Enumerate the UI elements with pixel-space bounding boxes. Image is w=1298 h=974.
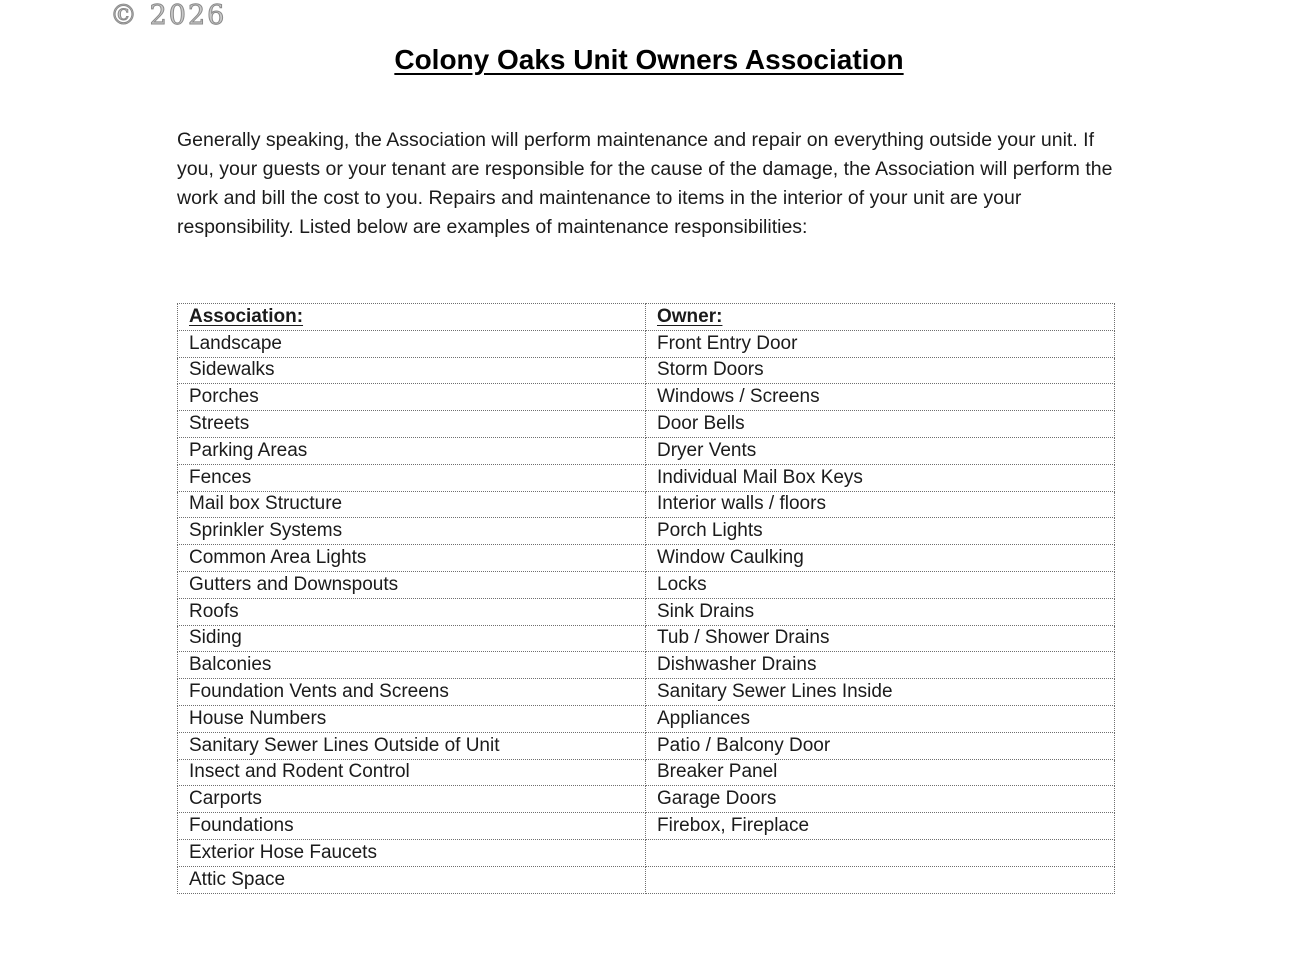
owner-cell: Appliances xyxy=(646,705,1115,732)
association-cell: Carports xyxy=(178,786,646,813)
owner-column-header-label: Owner: xyxy=(657,305,723,327)
table-row xyxy=(178,652,1115,679)
association-cell: Landscape xyxy=(178,330,646,357)
table-row xyxy=(178,518,1115,545)
owner-cell: Firebox, Fireplace xyxy=(646,813,1115,840)
association-column-header xyxy=(178,304,646,331)
owner-cell: Breaker Panel xyxy=(646,759,1115,786)
page-title: Colony Oaks Unit Owners Association xyxy=(394,44,904,75)
responsibility-table xyxy=(177,303,1115,894)
association-cell: Balconies xyxy=(178,652,646,679)
table-row xyxy=(178,625,1115,652)
association-cell: Sprinkler Systems xyxy=(178,518,646,545)
owner-cell: Storm Doors xyxy=(646,357,1115,384)
association-cell: Common Area Lights xyxy=(178,545,646,572)
table-row xyxy=(178,759,1115,786)
responsibility-table-body xyxy=(178,330,1115,893)
owner-cell: Patio / Balcony Door xyxy=(646,732,1115,759)
copyright-watermark: © 2026 xyxy=(110,0,227,31)
association-column-header-label: Association: xyxy=(189,305,304,327)
owner-cell: Dishwasher Drains xyxy=(646,652,1115,679)
table-row xyxy=(178,330,1115,357)
table-row xyxy=(178,384,1115,411)
table-row xyxy=(178,491,1115,518)
table-row xyxy=(178,598,1115,625)
association-cell: Roofs xyxy=(178,598,646,625)
table-row xyxy=(178,437,1115,464)
owner-cell: Dryer Vents xyxy=(646,437,1115,464)
table-row xyxy=(178,705,1115,732)
table-row xyxy=(178,786,1115,813)
owner-cell: Sanitary Sewer Lines Inside xyxy=(646,679,1115,706)
association-cell: Sidewalks xyxy=(178,357,646,384)
table-row xyxy=(178,679,1115,706)
owner-column-header xyxy=(646,304,1115,331)
table-header-row xyxy=(178,304,1115,331)
owner-cell xyxy=(646,866,1115,893)
association-cell: Streets xyxy=(178,411,646,438)
association-cell: Porches xyxy=(178,384,646,411)
table-row xyxy=(178,839,1115,866)
table-row xyxy=(178,571,1115,598)
association-cell: Exterior Hose Faucets xyxy=(178,839,646,866)
owner-cell: Front Entry Door xyxy=(646,330,1115,357)
owner-cell: Garage Doors xyxy=(646,786,1115,813)
association-cell: Siding xyxy=(178,625,646,652)
table-row xyxy=(178,732,1115,759)
association-cell: House Numbers xyxy=(178,705,646,732)
owner-cell: Individual Mail Box Keys xyxy=(646,464,1115,491)
owner-cell: Interior walls / floors xyxy=(646,491,1115,518)
table-row xyxy=(178,411,1115,438)
association-cell: Parking Areas xyxy=(178,437,646,464)
owner-cell xyxy=(646,839,1115,866)
association-cell: Mail box Structure xyxy=(178,491,646,518)
owner-cell: Window Caulking xyxy=(646,545,1115,572)
association-cell: Gutters and Downspouts xyxy=(178,571,646,598)
owner-cell: Sink Drains xyxy=(646,598,1115,625)
table-row xyxy=(178,464,1115,491)
table-row xyxy=(178,866,1115,893)
association-cell: Insect and Rodent Control xyxy=(178,759,646,786)
association-cell: Foundation Vents and Screens xyxy=(178,679,646,706)
association-cell: Sanitary Sewer Lines Outside of Unit xyxy=(178,732,646,759)
owner-cell: Door Bells xyxy=(646,411,1115,438)
owner-cell: Porch Lights xyxy=(646,518,1115,545)
table-row xyxy=(178,813,1115,840)
association-cell: Foundations xyxy=(178,813,646,840)
owner-cell: Tub / Shower Drains xyxy=(646,625,1115,652)
table-row xyxy=(178,545,1115,572)
owner-cell: Windows / Screens xyxy=(646,384,1115,411)
association-cell: Attic Space xyxy=(178,866,646,893)
table-row xyxy=(178,357,1115,384)
intro-paragraph: Generally speaking, the Association will perform maintenance and repair on everything outside your unit. If you, your guests or your tenant are responsible for the cause of the damage, the Association will perform the work and bill the cost to you. Repairs and maintenance to items in the interior of your unit are your responsibility. Listed below are examples of maintenance responsibilities: xyxy=(177,129,1113,238)
association-cell: Fences xyxy=(178,464,646,491)
owner-cell: Locks xyxy=(646,571,1115,598)
